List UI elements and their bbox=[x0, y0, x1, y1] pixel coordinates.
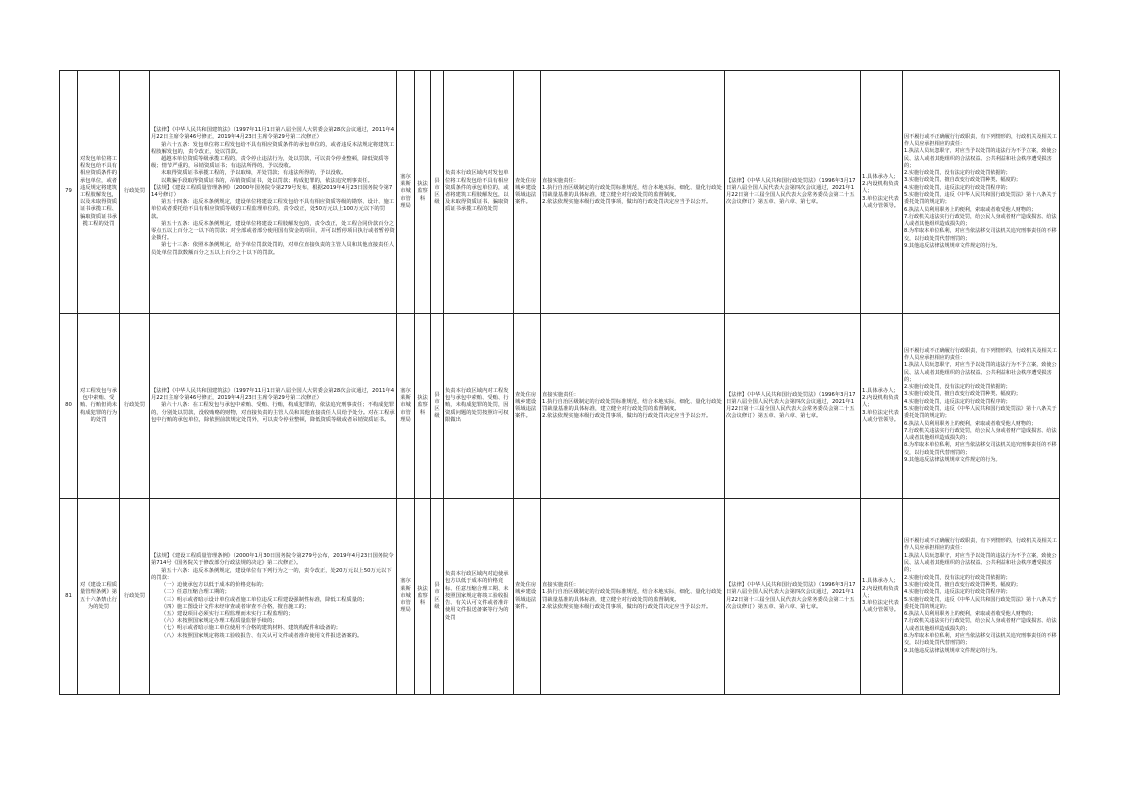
legal-basis-cell-line: 第五十五条：违反本条例规定，建设单位将建设工程肢解发包的，责令改正，处工程合同价款百分之零点五以上百分之一以下的罚款；对全部或者部分使用国有资金的项目，并可以暂停项目执行或者暂停资金拨付。 bbox=[151, 220, 395, 242]
legal-basis-cell bbox=[150, 314, 397, 499]
accountability-cell-line: 5.实施行政处罚，违反《中华人民共和国行政处罚法》第十八条关于委托处罚的规定的； bbox=[904, 406, 1057, 420]
duty-cell-line: 直接实施责任： bbox=[542, 177, 580, 184]
accountability-basis-cell: 【法律】《中华人民共和国行政处罚法》（1996年3月17日第八届全国人民代表大会第四次会议通过，2021年1月22日第十三届全国人民代表大会常务委员会第二十五次会议修订）第五章、第六章、第七章。 bbox=[725, 499, 861, 695]
level-cell: 县市区级 bbox=[431, 71, 444, 314]
accountability-cell-line: 4.实施行政处罚，违反法定的行政处罚程序的； bbox=[904, 184, 1011, 191]
accountability-basis-cell: 【法律】《中华人民共和国行政处罚法》（1996年3月17日第八届全国人民代表大会第四次会议通过，2021年1月22日第十三届全国人民代表大会常务委员会第二十五次会议修订）第五章、第六章、第七章。 bbox=[725, 71, 861, 314]
subject-cell-line: 2.内设机构负责人； bbox=[862, 395, 899, 409]
accountability-cell-line: 因不履行或不正确履行行政职责，有下列情形的，行政机关及相关工作人员应承担相应的责任： bbox=[904, 538, 1057, 552]
accountability-cell-line: 9.其他违反法律法规规章文件规定的行为。 bbox=[904, 457, 1001, 464]
duty-cell-line: 2.依法依规实施本级行政处罚事项，做出的行政处罚决定应当予以公开。 bbox=[542, 413, 712, 420]
department-cell: 塞尔莱斯市城市管理局 bbox=[397, 314, 415, 499]
accountability-cell-line: 6.执法人员利用职务上的便利，索取或者收受他人财物的； bbox=[904, 611, 1037, 618]
implementing-body-cell: 执法监察科 bbox=[415, 499, 431, 695]
accountability-cell bbox=[903, 314, 1060, 499]
accountability-cell-line: 5.实施行政处罚，违反《中华人民共和国行政处罚法》第十八条关于委托处罚的规定的； bbox=[904, 192, 1057, 206]
legal-basis-cell-line: （八）未按照国家规定将竣工验收报告、有关认可文件或者准许使用文件报送备案的。 bbox=[161, 632, 363, 639]
subject-cell-line: 1.具体承办人； bbox=[862, 173, 899, 180]
legal-basis-cell-line: 【法律】《中华人民共和国建筑法》（1997年11月1日第八届全国人大常委会第28次会议通过，2011年4月22日主席令第46号修正，2019年4月23日主席令第29号第二次修正） bbox=[151, 127, 395, 141]
duty-table bbox=[59, 70, 1060, 695]
duty-cell-line: 2.依法依规实施本级行政处罚事项，做出的行政处罚决定应当予以公开。 bbox=[542, 199, 712, 206]
table-row bbox=[60, 499, 1060, 695]
accountability-cell-line: 4.实施行政处罚，违反法定的行政处罚程序的； bbox=[904, 398, 1011, 405]
accountability-cell-line: 3.实施行政处罚，擅自改变行政处罚种类、幅度的； bbox=[904, 581, 1021, 588]
legal-basis-cell-line: 超越本单位资质等级承揽工程的，责令停止违法行为，处以罚款，可以责令停业整顿，降低资质等级；情节严重的，吊销资质证书；有违法所得的，予以没收。 bbox=[151, 155, 389, 170]
accountability-cell-line: 7.行政机关违法实行行政处罚，给公民人身或者财产造成损害、给法人或者其他组织造成损失的； bbox=[904, 213, 1057, 228]
category-cell: 行政处罚 bbox=[120, 71, 150, 314]
field-cell: 查处住房城乡建设领域违法案件。 bbox=[514, 71, 541, 314]
content-cell: 负责本行政区域内对发包单位将工程发包给不具有相应资质条件的承包单位的，或者将建筑工程肢解发包，以及未取得资质证书、骗取资质证书承揽工程的处罚 bbox=[444, 71, 514, 314]
legal-basis-cell-line: 第五十四条：违反本条例规定，建设单位将建设工程发包给不具有相应资质等级的勘察、设计、施工单位或者委托给不具有相应资质等级的工程监理单位的，责令改正，处50万元以上100万元以下的罚款。 bbox=[151, 199, 395, 220]
subject-cell-line: 2.内设机构负责人； bbox=[862, 585, 899, 599]
accountability-cell-line: 9.其他违反法律法规规章文件规定的行为。 bbox=[904, 647, 1001, 654]
implementing-body-cell: 执法监察科 bbox=[415, 314, 431, 499]
implementing-body-cell: 执法监察科 bbox=[415, 71, 431, 314]
accountability-cell-line: 因不履行或不正确履行行政职责，有下列情形的，行政机关及相关工作人员应承担相应的责任： bbox=[904, 347, 1057, 361]
legal-basis-cell-line: 第六十八条：在工程发包与承包中索贿、受贿、行贿，构成犯罪的，依法追究刑事责任；不构成犯罪的，分别处以罚款，没收贿赂的财物，对直接负责的主管人员和其他直接责任人员给予处分。对在工程承包中行贿的承包单位，除依照前款规定处罚外，可以责令停业整顿，降低资质等级或者吊销资质证书。 bbox=[151, 402, 395, 423]
duty-cell-line: 直接实施责任： bbox=[542, 582, 580, 589]
category-cell: 行政处罚 bbox=[120, 314, 150, 499]
legal-basis-cell-line: 【法律】《中华人民共和国建筑法》（1997年11月1日第八届全国人大常委会第28次会议通过，2011年4月22日主席令第46号修正，2019年4月23日主席令第29号第二次修正） bbox=[151, 387, 395, 402]
duty-cell bbox=[541, 499, 725, 695]
legal-basis-cell-line: 【法规】《建设工程质量管理条例》（2000年1月30日国务院令第279号公布，2019年4月23日国务院令第714号《国务院关于修改部分行政法规的决定》第二次修正）。 bbox=[151, 553, 394, 567]
accountability-cell-line: 1.执法人员玩忽职守，对应当予以处罚的违法行为不予立案，致使公民、法人或者其他组织的合法权益、公共利益和社会秩序遭受损害的； bbox=[904, 552, 1057, 574]
duty-cell-line: 1.执行自治区级制定的行政处罚标准规范，结合本地实际，细化、量化行政处罚裁量基准的具体标准，建立健全对行政处罚的监督制度。 bbox=[542, 184, 722, 198]
accountability-cell-line: 2.实施行政处罚，没有法定的行政处罚依据的； bbox=[904, 574, 1011, 581]
accountability-cell-line: 8.为牟取本单位私利，对应当依法移交司法机关追究刑事责任的不移交，以行政处罚代替刑罚的； bbox=[904, 228, 1057, 242]
item-name-cell: 对工程发包与承包中索贿、受贿、行贿但尚未构成犯罪的行为的处罚 bbox=[78, 314, 120, 499]
duty-cell bbox=[541, 314, 725, 499]
row-number: 80 bbox=[60, 314, 78, 499]
subject-cell bbox=[861, 499, 903, 695]
subject-cell-line: 3.单位法定代表人或分管领导。 bbox=[862, 195, 900, 209]
department-cell: 塞尔莱斯市城市管理局 bbox=[397, 71, 415, 314]
accountability-basis-cell: 【法律】《中华人民共和国行政处罚法》（1996年3月17日第八届全国人民代表大会第四次会议通过，2021年1月22日第十三届全国人民代表大会常务委员会第二十五次会议修订）第五章、第六章、第七章。 bbox=[725, 314, 861, 499]
legal-basis-cell-line: （四）施工图设计文件未经审查或者审查不合格，擅自施工的； bbox=[161, 603, 310, 610]
department-cell: 塞尔莱斯市城市管理局 bbox=[397, 499, 415, 695]
legal-basis-cell-line: 【法规】《建设工程质量管理条例》（2000年国务院令第279号发布，根据2019年4月23日国务院令第714号修订） bbox=[151, 184, 393, 198]
legal-basis-cell-line: （三）明示或者暗示设计单位或者施工单位违反工程建设强制性标准，降低工程质量的； bbox=[161, 596, 368, 603]
subject-cell-line: 2.内设机构负责人； bbox=[862, 181, 899, 195]
content-cell: 负责本行政区域内对工程发包与承包中索贿、受贿、行贿，未构成犯罪的处罚，因资质问题的处罚按照许可权限做出 bbox=[444, 314, 514, 499]
accountability-cell-line: 3.实施行政处罚，擅自改变行政处罚种类、幅度的； bbox=[904, 177, 1021, 184]
item-name-cell: 对发包单位将工程发包给不具有相应资质条件的承包单位，或者违反规定将建筑工程肢解发包，以及未取得资质证书承揽工程、骗取资质证书承揽工程的处罚 bbox=[78, 71, 120, 314]
accountability-cell-line: 因不履行或不正确履行行政职责，有下列情形的，行政机关及相关工作人员应承担相应的责任： bbox=[904, 133, 1057, 147]
accountability-cell-line: 8.为牟取本单位私利，对应当依法移交司法机关追究刑事责任的不移交，以行政处罚代替刑罚的； bbox=[904, 632, 1057, 647]
subject-cell-line: 1.具体承办人； bbox=[862, 387, 899, 394]
accountability-cell-line: 2.实施行政处罚，没有法定的行政处罚依据的； bbox=[904, 384, 1011, 391]
accountability-cell-line: 4.实施行政处罚，违反法定的行政处罚程序的； bbox=[904, 589, 1011, 596]
legal-basis-cell-line: （五）建设项目必须实行工程监理而未实行工程监理的； bbox=[161, 610, 294, 617]
legal-basis-cell-line: （七）明示或者暗示施工单位使用不合格的建筑材料、建筑构配件和设备的； bbox=[161, 625, 342, 632]
level-cell: 县市区级 bbox=[431, 499, 444, 695]
legal-basis-cell bbox=[150, 499, 397, 695]
duty-cell-line: 直接实施责任： bbox=[542, 391, 580, 398]
legal-basis-cell-line: （二）任意压缩合理工期的； bbox=[161, 589, 230, 596]
accountability-cell bbox=[903, 499, 1060, 695]
category-cell: 行政处罚 bbox=[120, 499, 150, 695]
duty-cell-line: 1.执行自治区级制定的行政处罚标准规范，结合本地实际，细化、量化行政处罚裁量基准的具体标准，建立健全对行政处罚的监督制度。 bbox=[542, 398, 722, 412]
table-row bbox=[60, 314, 1060, 499]
legal-basis-cell-line: （一）迫使承包方以低于成本的价格竞标的； bbox=[161, 582, 267, 589]
accountability-cell-line: 3.实施行政处罚，擅自改变行政处罚种类、幅度的； bbox=[904, 391, 1021, 398]
accountability-cell-line: 1.执法人员玩忽职守，对应当予以处罚的违法行为不予立案，致使公民、法人或者其他组织的合法权益、公共利益和社会秩序遭受损害的； bbox=[904, 148, 1057, 169]
accountability-cell-line: 1.执法人员玩忽职守，对应当予以处罚的违法行为不予立案，致使公民、法人或者其他组织的合法权益、公共利益和社会秩序遭受损害的； bbox=[904, 362, 1057, 383]
accountability-cell-line: 2.实施行政处罚，没有法定的行政处罚依据的； bbox=[904, 170, 1011, 177]
duty-cell-line: 1.执行自治区级制定的行政处罚标准规范，结合本地实际，细化、量化行政处罚裁量基准的具体标准，建立健全对行政处罚的监督制度。 bbox=[542, 589, 722, 603]
accountability-cell-line: 5.实施行政处罚，违反《中华人民共和国行政处罚法》第十八条关于委托处罚的规定的； bbox=[904, 596, 1057, 610]
legal-basis-cell bbox=[150, 71, 397, 314]
level-cell: 县市区级 bbox=[431, 314, 444, 499]
legal-basis-cell-line: 第六十五条：发包单位将工程发包给不具有相应资质条件的承包单位的，或者违反本法规定将建筑工程肢解发包的，责令改正，处以罚款。 bbox=[151, 141, 395, 155]
legal-basis-cell-line: 以欺骗手段取得资质证书的，吊销资质证书，处以罚款；构成犯罪的，依法追究刑事责任。 bbox=[161, 177, 373, 184]
accountability-cell-line: 7.行政机关违法实行行政处罚，给公民人身或者财产造成损害、给法人或者其他组织造成损失的； bbox=[904, 618, 1057, 632]
item-name-cell: 对《建设工程质量管理条例》第五十六条禁止行为的处罚 bbox=[78, 499, 120, 695]
accountability-cell-line: 7.行政机关违法实行行政处罚，给公民人身或者财产造成损害、给法人或者其他组织造成损失的； bbox=[904, 427, 1057, 442]
legal-basis-cell-line: （六）未按照国家规定办理工程质量监督手续的； bbox=[161, 618, 278, 625]
subject-cell-line: 1.具体承办人； bbox=[862, 578, 899, 585]
row-number: 81 bbox=[60, 499, 78, 695]
row-number: 79 bbox=[60, 71, 78, 314]
accountability-cell-line: 9.其他违反法律法规规章文件规定的行为。 bbox=[904, 243, 1001, 250]
accountability-cell-line: 6.执法人员利用职务上的便利，索取或者收受他人财物的； bbox=[904, 206, 1037, 213]
legal-basis-cell-line: 第七十三条：依照本条例规定，给予单位罚款处罚的，对单位直接负责的主管人员和其他直接责任人员处单位罚款数额百分之五以上百分之十以下的罚款。 bbox=[151, 242, 395, 256]
table-row bbox=[60, 71, 1060, 314]
subject-cell bbox=[861, 71, 903, 314]
subject-cell bbox=[861, 314, 903, 499]
field-cell: 查处住房城乡建设领域违法案件。 bbox=[514, 314, 541, 499]
accountability-cell bbox=[903, 71, 1060, 314]
subject-cell-line: 3.单位法定代表人或分管领导。 bbox=[862, 409, 900, 423]
content-cell: 负责本行政区域内对迫使承包方以低于成本的价格竞标、任意压缩合理工期、未按照国家规定将竣工验收报告、有关认可文件或者准许使用文件报送备案等行为的处罚 bbox=[444, 499, 514, 695]
duty-cell bbox=[541, 71, 725, 314]
legal-basis-cell-line: 未取得资质证书承揽工程的，予以取缔，并处罚款；有违法所得的，予以没收。 bbox=[161, 170, 347, 177]
legal-basis-cell-line: 第五十六条：违反本条例规定，建设单位有下列行为之一的，责令改正，处20万元以上50万元以下的罚款： bbox=[151, 567, 392, 581]
duty-cell-line: 2.依法依规实施本级行政处罚事项，做出的行政处罚决定应当予以公开。 bbox=[542, 603, 712, 610]
field-cell: 查处住房城乡建设领域违法案件。 bbox=[514, 499, 541, 695]
accountability-cell-line: 8.为牟取本单位私利，对应当依法移交司法机关追究刑事责任的不移交，以行政处罚代替刑罚的； bbox=[904, 442, 1057, 456]
subject-cell-line: 3.单位法定代表人或分管领导。 bbox=[862, 600, 900, 614]
accountability-cell-line: 6.执法人员利用职务上的便利，索取或者收受他人财物的； bbox=[904, 420, 1037, 427]
